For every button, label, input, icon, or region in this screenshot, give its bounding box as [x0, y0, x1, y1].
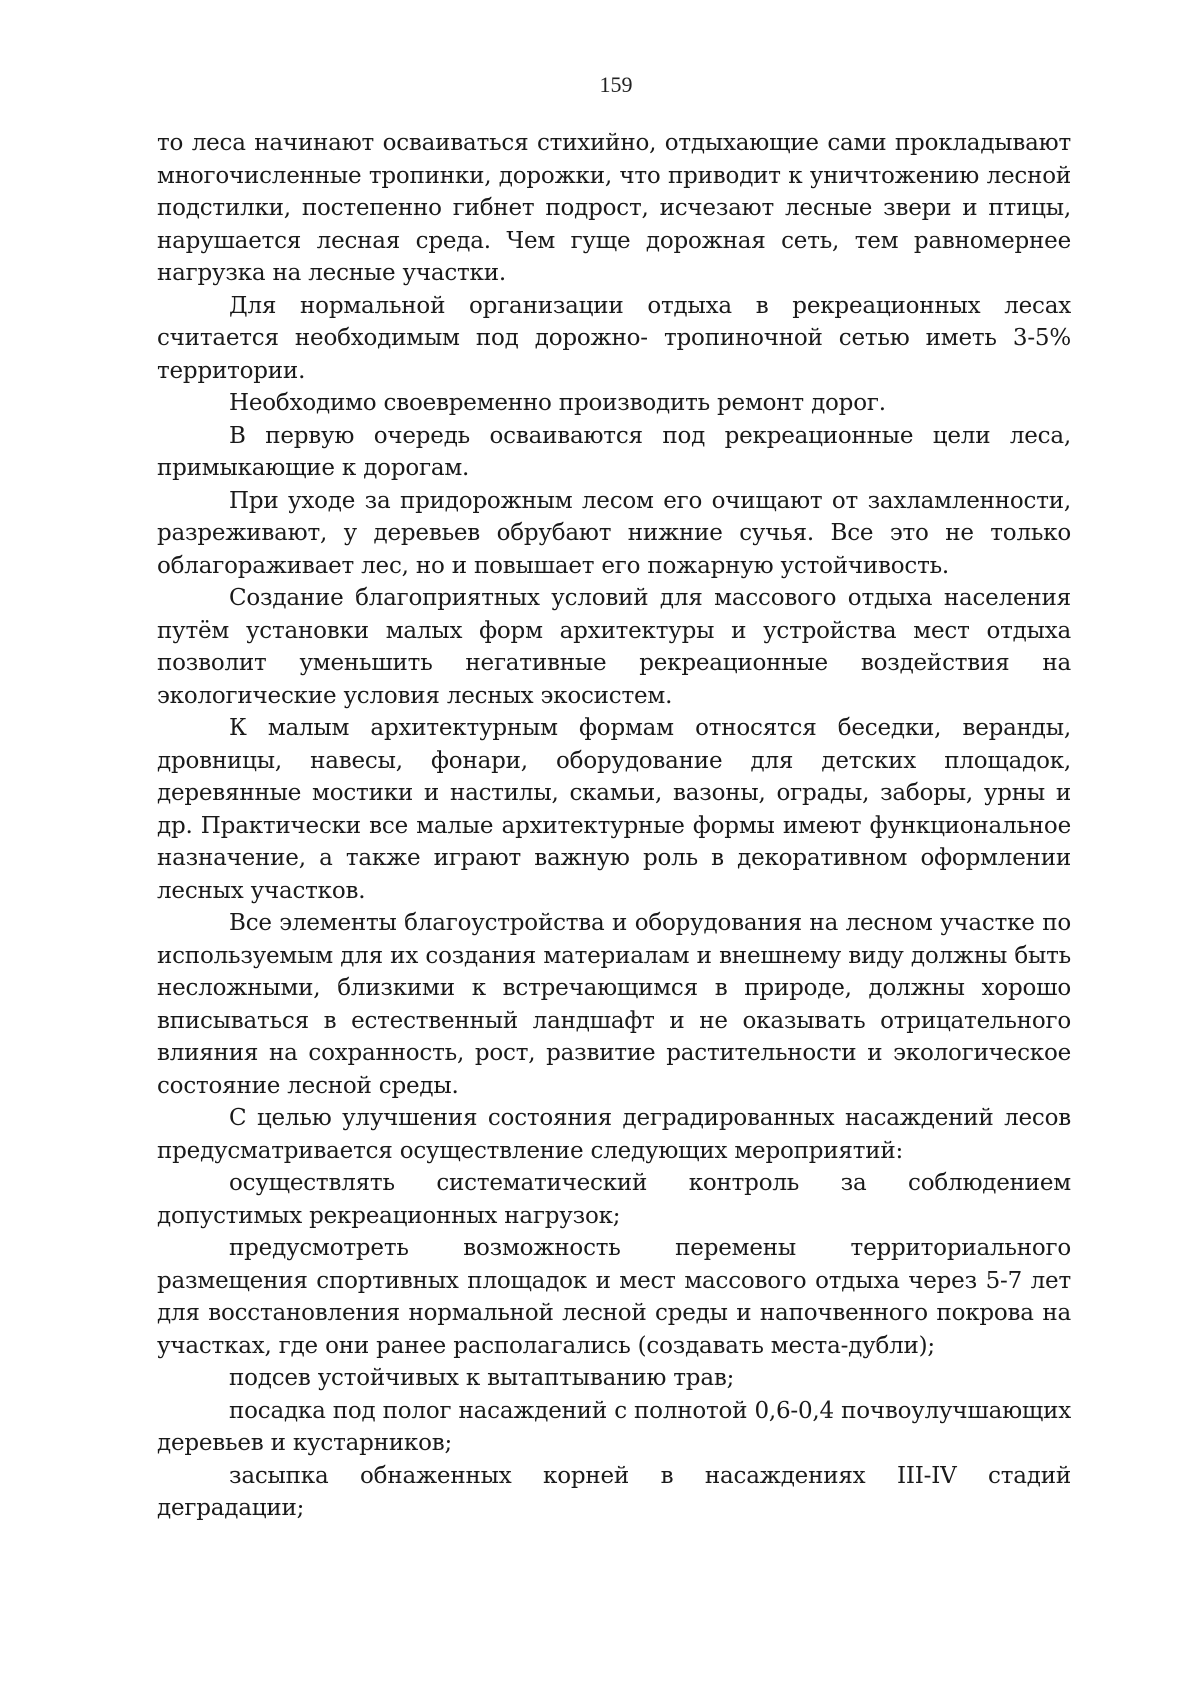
paragraph: то леса начинают осваиваться стихийно, отдыхающие сами прокладывают многочисленные тропинки, дорожки, что приводит к уничтожению лесной подстилки, постепенно гибнет подрост, исчезают лесные звери и птицы, нарушается лесная среда. Чем гуще дорожная сеть, тем равномернее нагрузка на лесные участки.: [157, 130, 1071, 286]
list-item: подсев устойчивых к вытаптыванию трав;: [229, 1365, 735, 1391]
paragraph: При уходе за придорожным лесом его очищают от захламленности, разреживают, у деревьев обрубают нижние сучья. Все это не только облагораживает лес, но и повышает его пожарную устойчивость.: [157, 487, 1071, 579]
list-item: засыпка обнаженных корней в насаждениях III-IV стадий деградации;: [157, 1462, 1071, 1521]
page-number: 159: [599, 72, 633, 97]
list-item: посадка под полог насаждений с полнотой 0,6-0,4 почвоулучшающих деревьев и кустарников;: [157, 1397, 1071, 1456]
paragraph: Создание благоприятных условий для массового отдыха населения путём установки малых форм архитектуры и устройства мест отдыха позволит уменьшить негативные рекреационные воздействия на экологические условия лесных экосистем.: [157, 585, 1071, 709]
paragraph: С целью улучшения состояния деградированных насаждений лесов предусматривается осуществление следующих мероприятий:: [157, 1105, 1071, 1164]
paragraph: Все элементы благоустройства и оборудования на лесном участке по используемым для их создания материалам и внешнему виду должны быть несложными, близкими к встречающимся в природе, должны хорошо вписываться в естественный ландшафт и не оказывать отрицательного влияния на сохранность, рост, развитие растительности и экологическое состояние лесной среды.: [157, 910, 1071, 1099]
paragraph: В первую очередь осваиваются под рекреационные цели леса, примыкающие к дорогам.: [157, 422, 1071, 481]
paragraph: Для нормальной организации отдыха в рекреационных лесах считается необходимым под дорожно- тропиночной сетью иметь 3-5% территории.: [157, 292, 1071, 384]
paragraph: Необходимо своевременно производить ремонт дорог.: [229, 390, 886, 416]
list-item: предусмотреть возможность перемены территориального размещения спортивных площадок и мест массового отдыха через 5-7 лет для восстановления нормальной лесной среды и напочвенного покрова на участках, где они ранее располагались (создавать места-дубли);: [157, 1235, 1071, 1359]
body-text: [157, 127, 1071, 1525]
list-item: осуществлять систематический контроль за соблюдением допустимых рекреационных нагрузок;: [157, 1170, 1071, 1229]
paragraph: К малым архитектурным формам относятся беседки, веранды, дровницы, навесы, фонари, оборудование для детских площадок, деревянные мостики и настилы, скамьи, вазоны, ограды, заборы, урны и др. Практически все малые архитектурные формы имеют функциональное назначение, а также играют важную роль в декоративном оформлении лесных участков.: [157, 715, 1071, 904]
